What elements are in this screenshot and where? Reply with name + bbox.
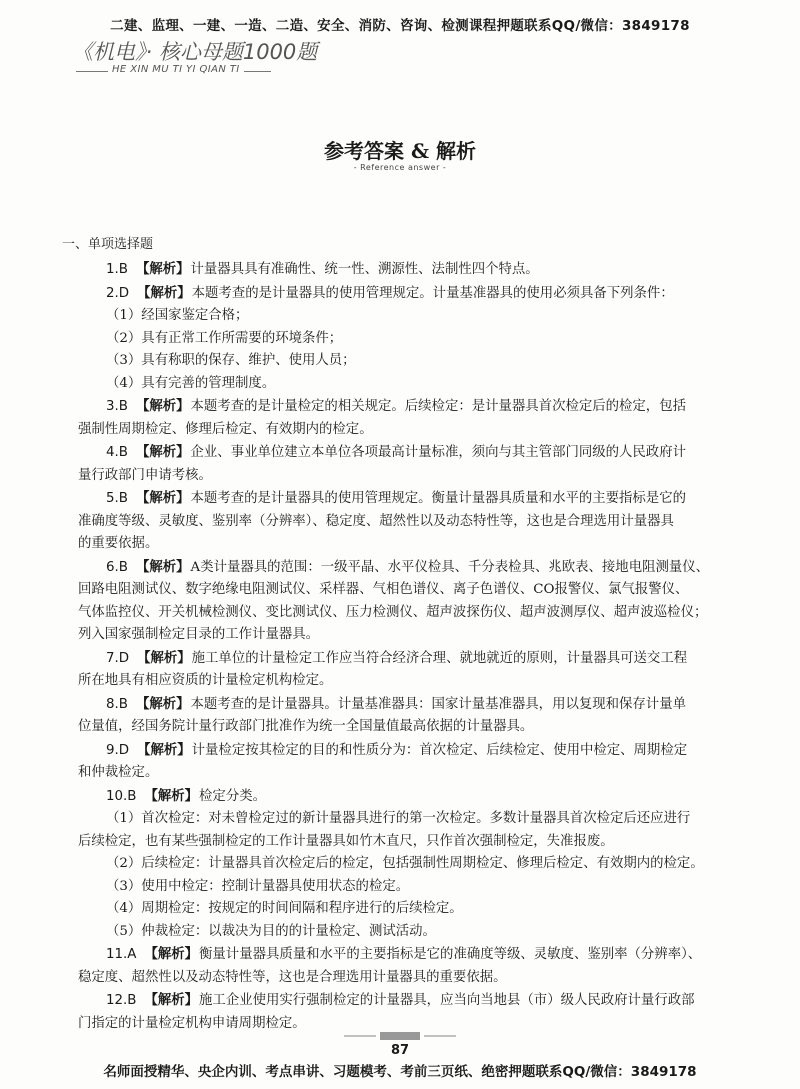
answer-12: 12.B 【解析】施工企业使用实行强制检定的计量器具，应当向当地县（市）级人民政府计量行政部 [106,992,695,1008]
answer-11-cont: 稳定度、超然性以及动态特性等，这也是合理选用计量器具的重要依据。 [78,969,507,985]
answer-2-item: （3）具有称职的保存、维护、使用人员； [106,353,356,368]
footer-ad: 名师面授精华、央企内训、考点串讲、习题模考、考前三页纸、绝密押题联系QQ/微信：3849178 [103,1064,697,1080]
answer-5: 5.B 【解析】本题考查的是计量器具的使用管理规定。衡量计量器具质量和水平的主要指标是它的 [106,490,686,506]
answer-9-cont: 和仲裁检定。 [78,765,159,780]
answer-2-item: （1）经国家鉴定合格； [106,308,249,323]
header-ad: 二建、监理、一建、一造、二造、安全、消防、咨询、检测课程押题联系QQ/微信：3849178 [110,18,690,34]
answer-8: 8.B 【解析】本题考查的是计量器具。计量基准器具：国家计量基准器具，用以复现和保存计量单 [106,695,686,712]
answer-10-item: （2）后续检定：计量器具首次检定后的检定，包括强制性周期检定、修理后检定、有效期内的检定。 [106,856,704,871]
answer-4: 4.B 【解析】企业、事业单位建立本单位各项最高计量标准，须向与其主管部门同级的人民政府计 [106,444,686,460]
answer-3-cont: 强制性周期检定、修理后检定、有效期内的检定。 [78,421,373,437]
answer-list [78,258,740,1035]
answer-10-item: （3）使用中检定：控制计量器具使用状态的检定。 [106,878,410,894]
answer-6-cont: 回路电阻测试仪、数字绝缘电阻测试仪、采样器、气相色谱仪、离子色谱仪、CO报警仪、氯气报警仪、 [78,582,689,597]
answer-6-cont: 列入国家强制检定目录的工作计量器具。 [78,627,320,642]
page-number: 87 [390,1043,410,1058]
book-brand-pinyin: HE XIN MU TI YI QIAN TI [108,64,244,75]
section-heading: 一、单项选择题 [62,237,154,252]
answer-2: 2.D 【解析】本题考查的是计量器具的使用管理规定。计量基准器具的使用必须具备下列条件： [106,284,674,301]
answer-12-cont: 门指定的计量检定机构申请周期检定。 [78,1015,306,1031]
answer-5-cont: 准确度等级、灵敏度、鉴别率（分辨率）、稳定度、超然性以及动态特性等，这也是合理选用计量器具 [78,513,674,529]
answer-2-item: （4）具有完善的管理制度。 [106,375,276,391]
answer-6-cont: 气体监控仪、开关机械检测仪、变比测试仪、压力检测仪、超声波探伤仪、超声波测厚仪、超声波巡检仪； [78,604,708,620]
answer-6: 6.B 【解析】A类计量器具的范围：一级平晶、水平仪检具、千分表检具、兆欧表、接地电阻测量仪、 [106,558,710,575]
answer-7-cont: 所在地具有相应资质的计量检定机构检定。 [78,673,333,688]
answer-2-item: （2）具有正常工作所需要的环境条件； [106,330,343,346]
answer-10: 10.B 【解析】检定分类。 [106,787,266,804]
page-subtitle: - Reference answer - [353,163,447,172]
answer-3: 3.B 【解析】本题考查的是计量检定的相关规定。后续检定：是计量器具首次检定后的检定，包括 [106,398,686,414]
answer-10-item-cont: 后续检定，也有某些强制检定的工作计量器具如竹木直尺，只作首次强制检定，失准报废。 [78,833,614,849]
answer-10-item: （4）周期检定：按规定的时间间隔和程序进行的后续检定。 [106,901,463,916]
answer-11: 11.A 【解析】衡量计量器具质量和水平的主要指标是它的准确度等级、灵敏度、鉴别率（分辨率）、 [106,946,702,962]
answer-4-cont: 量行政部门申请考核。 [78,467,212,483]
page-title: 参考答案 & 解析 [324,139,476,163]
answer-9: 9.D 【解析】计量检定按其检定的目的和性质分为：首次检定、后续检定、使用中检定、周期检定 [106,741,688,758]
footer-ornament [340,1028,460,1044]
answer-1: 1.B 【解析】计量器具具有准确性、统一性、溯源性、法制性四个特点。 [106,261,539,277]
answer-5-cont: 的重要依据。 [78,536,159,551]
answer-7: 7.D 【解析】施工单位的计量检定工作应当符合经济合理、就地就近的原则，计量器具可送交工程 [106,649,688,666]
answer-10-item: （5）仲裁检定：以裁决为目的的计量检定、测试活动。 [106,923,436,939]
answer-8-cont: 位量值，经国务院计量行政部门批准作为统一全国量值最高依据的计量器具。 [78,719,534,734]
book-brand-title: 《机电》· 核心母题1000题 [72,40,318,64]
answer-10-item: （1）首次检定：对未曾检定过的新计量器具进行的第一次检定。多数计量器具首次检定后还应进行 [106,811,691,826]
